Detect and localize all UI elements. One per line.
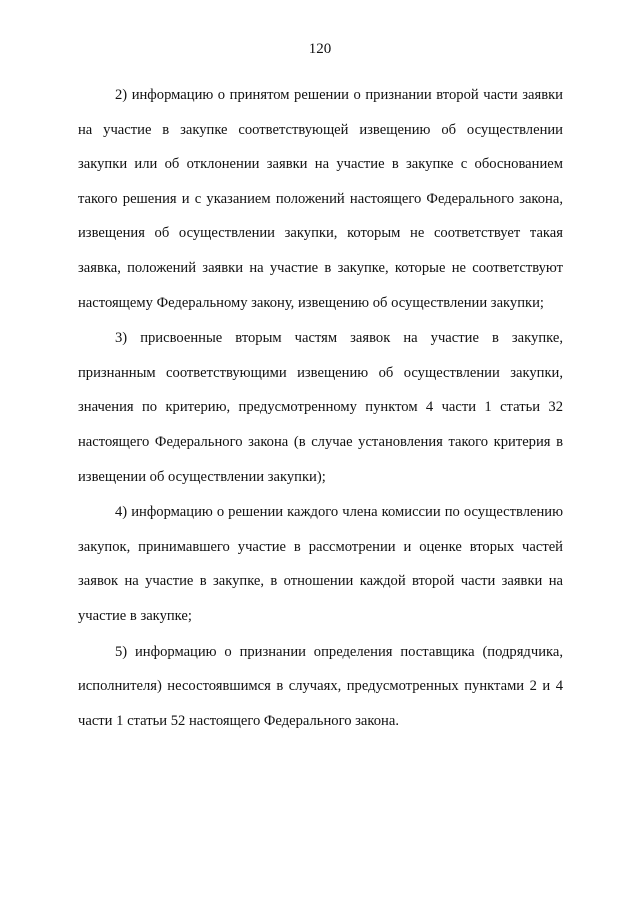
paragraph-item-3: 3) присвоенные вторым частям заявок на участие в закупке, признанным соответствующими извещению об осуществлении закупки, значения по критерию, предусмотренному пунктом 4 части 1 статьи 32 настоящего Федерального закона (в случае установления такого критерия в извещении об осуществлении закупки); — [78, 330, 563, 485]
paragraph-item-4: 4) информацию о решении каждого члена комиссии по осуществлению закупок, принимавшего участие в рассмотрении и оценке вторых частей заявок на участие в закупке, в отношении каждой второй части заявки на участие в закупке; — [78, 504, 563, 624]
page-number: 120 — [308, 41, 332, 57]
paragraph-item-5: 5) информацию о признании определения поставщика (подрядчика, исполнителя) несостоявшимся в случаях, предусмотренных пунктами 2 и 4 части 1 статьи 52 настоящего Федерального закона. — [78, 643, 563, 729]
document-body — [78, 78, 563, 739]
paragraph-item-2: 2) информацию о принятом решении о признании второй части заявки на участие в закупке соответствующей извещению об осуществлении закупки или об отклонении заявки на участие в закупке с обоснованием такого решения и с указанием положений настоящего Федерального закона, извещения об осуществлении закупки, которым не соответствует такая заявка, положений заявки на участие в закупке, которые не соответствуют настоящему Федеральному закону, извещению об осуществлении закупки; — [78, 87, 563, 311]
